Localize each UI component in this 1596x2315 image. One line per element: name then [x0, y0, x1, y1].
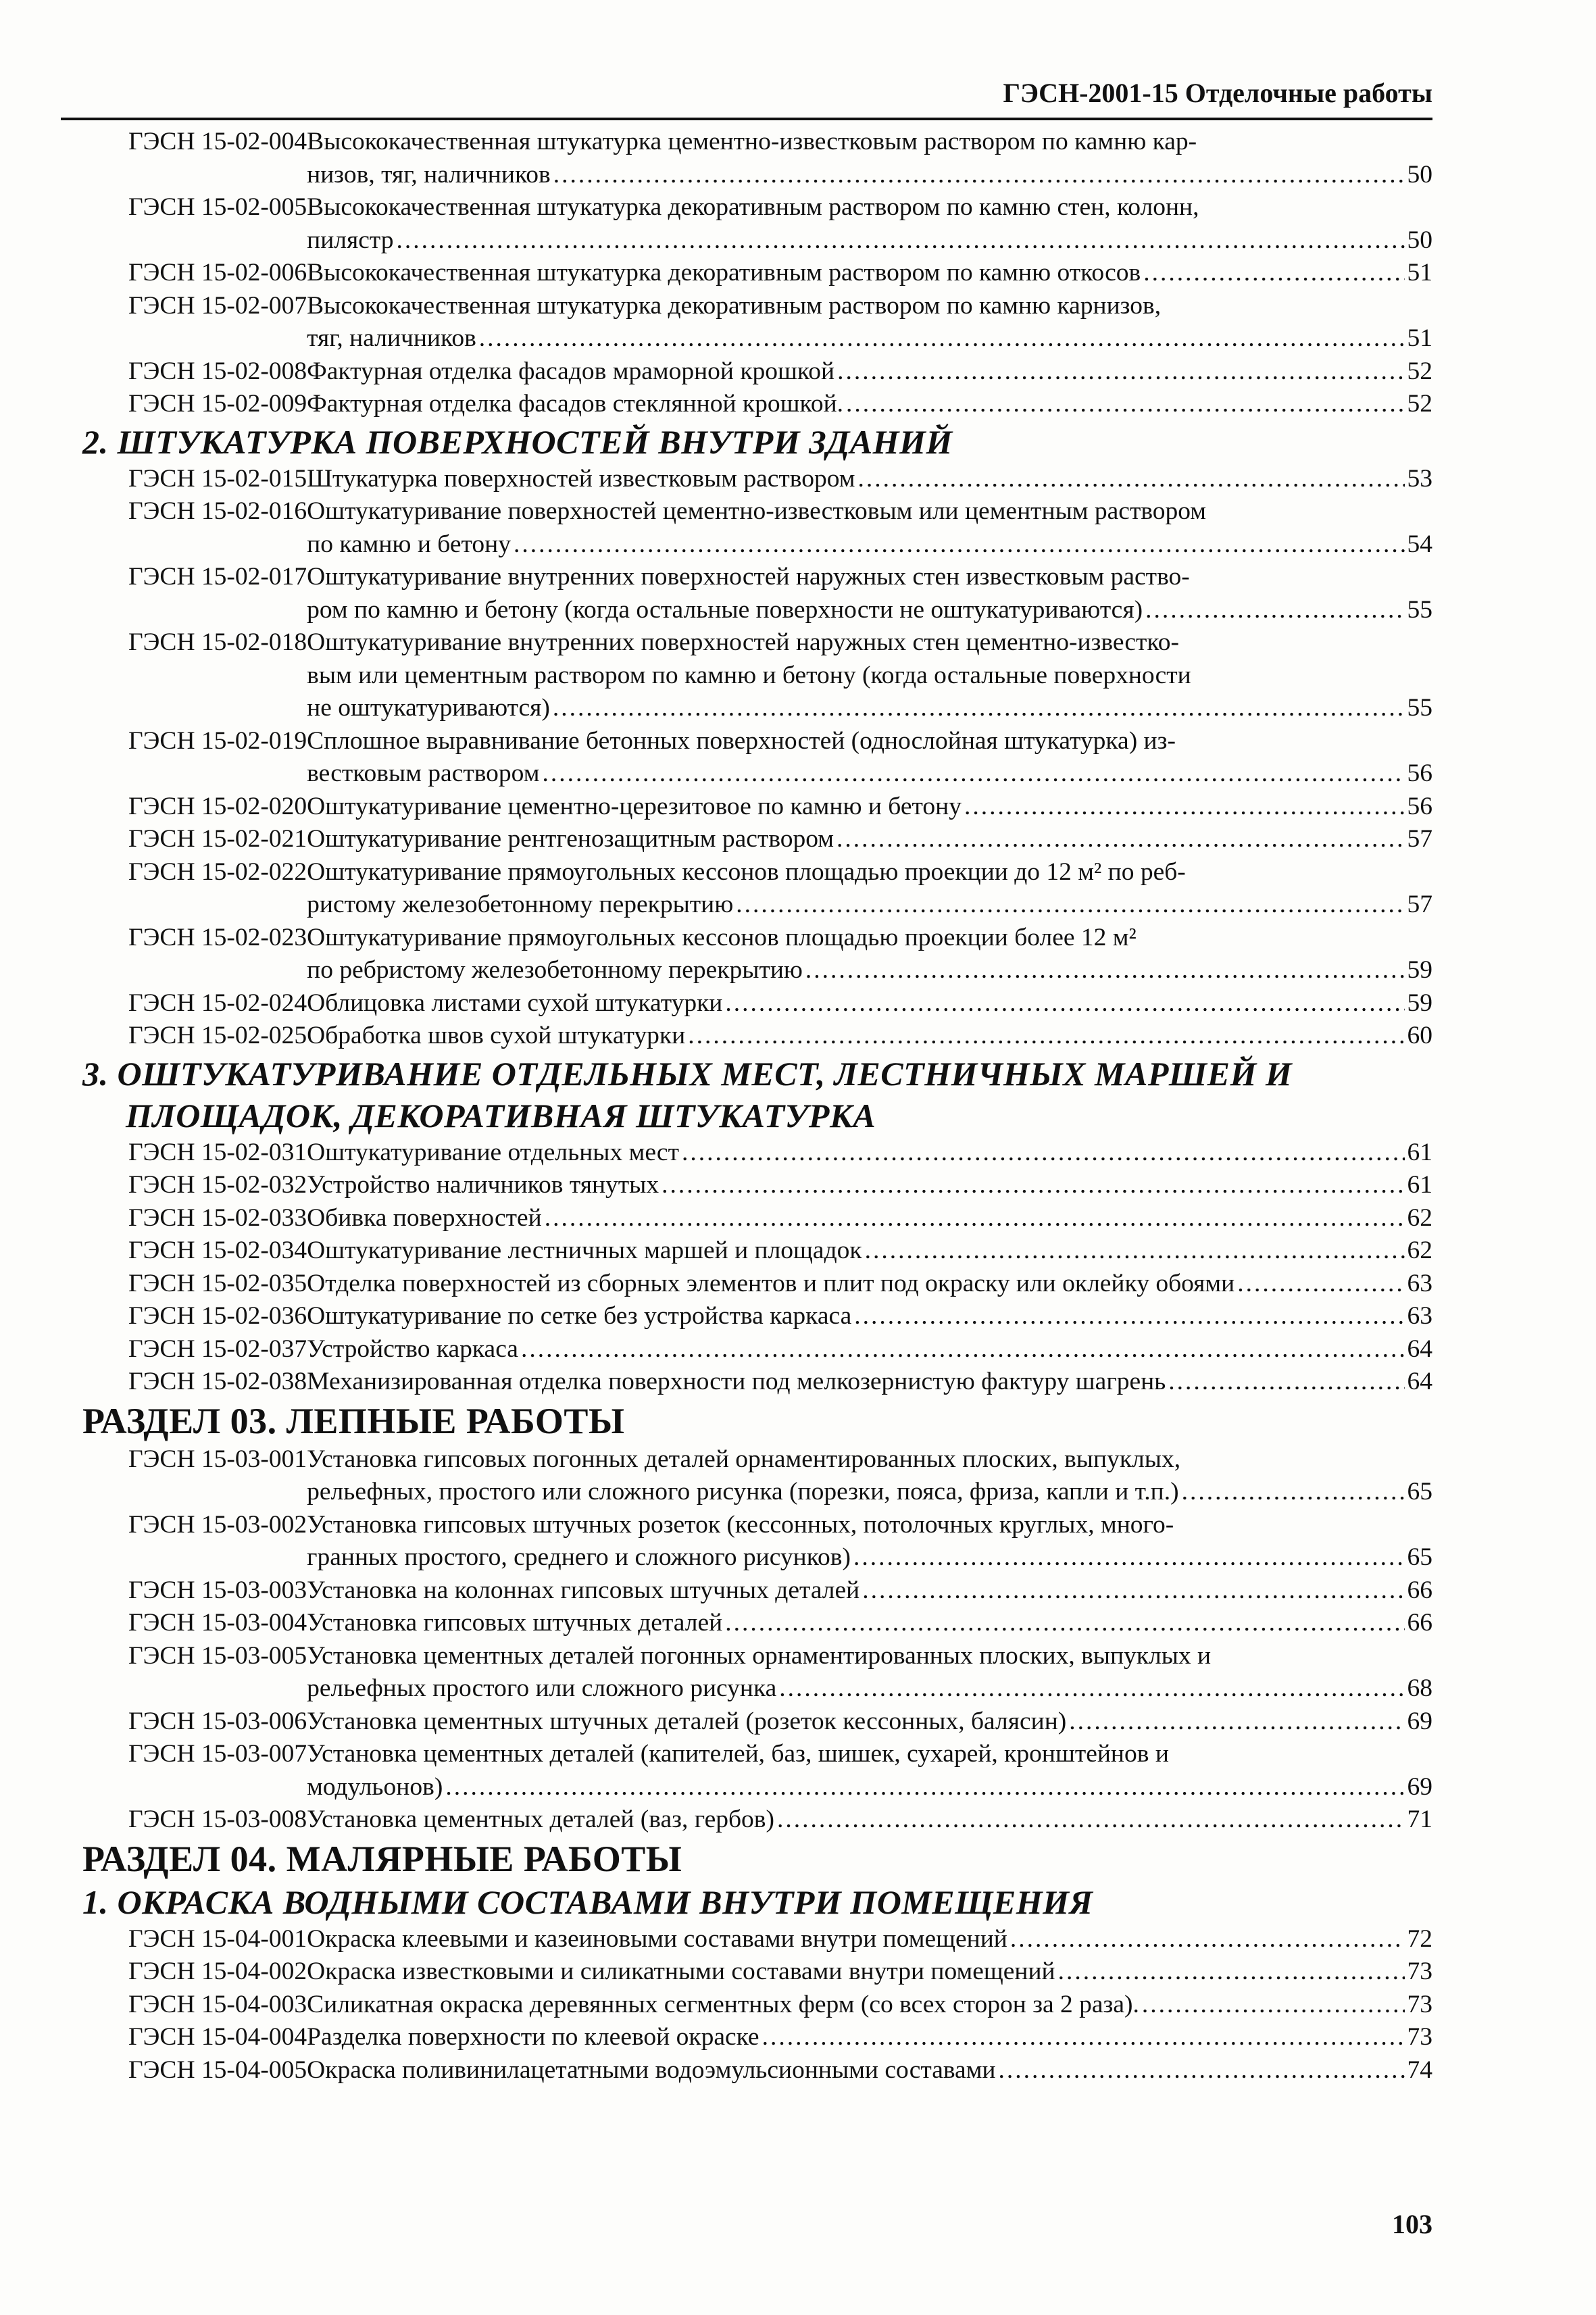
entry-title-end: Установка цементных штучных деталей (розеток кессонных, балясин) — [307, 1707, 1067, 1735]
page-reference: 66 — [1407, 1609, 1432, 1637]
entry-last-line — [307, 1541, 1432, 1574]
heading-line: 2. ШТУКАТУРКА ПОВЕРХНОСТЕЙ ВНУТРИ ЗДАНИЙ — [82, 422, 953, 461]
dot-leader — [682, 1137, 1405, 1170]
entry-last-line — [307, 1202, 1432, 1235]
entry-last-line — [307, 528, 1432, 562]
page-reference: 57 — [1407, 825, 1432, 853]
entry-title — [307, 856, 1432, 922]
dot-leader — [725, 987, 1404, 1020]
norm-code: ГЭСН 15-02-006 — [128, 259, 307, 287]
entry-last-line — [307, 257, 1432, 290]
entry-title-end: ром по камню и бетону (когда остальные поверхности не оштукатуриваются) — [307, 595, 1143, 624]
entry-last-line — [307, 1956, 1432, 1989]
norm-code: ГЭСН 15-02-023 — [128, 923, 307, 951]
entry-title — [307, 987, 1432, 1020]
entry-title-end: пилястр — [307, 226, 394, 254]
entry-title-end: Окраска поливинилацетатными водоэмульсионными составами — [307, 2056, 996, 2084]
entry-title — [307, 1169, 1432, 1202]
header-rule — [61, 118, 1432, 120]
entry-last-line — [307, 1020, 1432, 1053]
dot-leader — [521, 1333, 1405, 1366]
entry-title-end: по камню и бетону — [307, 530, 511, 558]
page-reference: 65 — [1407, 1543, 1432, 1571]
toc-entry — [61, 1607, 1432, 1640]
entry-last-line — [307, 1333, 1432, 1366]
page-reference: 56 — [1407, 792, 1432, 820]
heading-line: РАЗДЕЛ 03. ЛЕПНЫЕ РАБОТЫ — [82, 1400, 625, 1441]
dot-leader — [479, 322, 1405, 355]
norm-code: ГЭСН 15-02-009 — [128, 390, 307, 418]
entry-title — [307, 1706, 1432, 1739]
toc-entry — [61, 626, 1432, 725]
dot-leader — [662, 1169, 1404, 1202]
entry-title-line: Оштукатуривание внутренних поверхностей наружных стен известковым раство- — [307, 563, 1190, 591]
dot-leader — [445, 1771, 1404, 1804]
toc-entry — [61, 1706, 1432, 1739]
norm-code: ГЭСН 15-02-021 — [128, 825, 307, 853]
entry-title — [307, 1020, 1432, 1053]
page-reference: 52 — [1407, 390, 1432, 418]
norm-code: ГЭСН 15-03-007 — [128, 1740, 307, 1768]
entry-title-line: Оштукатуривание прямоугольных кессонов площадью проекции до 12 м² по реб- — [307, 857, 1186, 886]
entry-title-line: вым или цементным раствором по камню и бетону (когда остальные поверхности — [307, 661, 1191, 689]
norm-code: ГЭСН 15-02-016 — [128, 497, 307, 525]
norm-code: ГЭСН 15-02-007 — [128, 291, 307, 320]
entry-title-end: Облицовка листами сухой штукатурки — [307, 989, 723, 1017]
dot-leader — [1010, 1923, 1405, 1956]
toc-entry — [61, 823, 1432, 856]
entry-title-end: гранных простого, среднего и сложного рисунков) — [307, 1543, 851, 1571]
dot-leader — [1168, 1366, 1404, 1399]
dot-leader — [514, 528, 1405, 562]
dot-leader — [837, 823, 1404, 856]
entry-title — [307, 823, 1432, 856]
dot-leader — [964, 791, 1405, 824]
entry-title — [307, 1956, 1432, 1989]
page-reference: 65 — [1407, 1478, 1432, 1505]
entry-last-line — [307, 1771, 1432, 1804]
entry-title — [307, 2054, 1432, 2087]
entry-last-line — [307, 1607, 1432, 1640]
toc-entry — [61, 1137, 1432, 1170]
entry-last-line — [307, 1923, 1432, 1956]
page-reference: 69 — [1407, 1772, 1432, 1801]
page-reference: 73 — [1407, 2023, 1432, 2051]
entry-last-line — [307, 463, 1432, 496]
entry-last-line — [307, 1989, 1432, 2022]
entry-last-line — [307, 1672, 1432, 1706]
entry-title — [307, 1574, 1432, 1608]
entry-last-line — [307, 692, 1432, 725]
norm-code: ГЭСН 15-02-036 — [128, 1302, 307, 1330]
entry-last-line — [307, 1137, 1432, 1170]
entry-title-end: Разделка поверхности по клеевой окраске — [307, 2023, 759, 2051]
entry-last-line — [307, 954, 1432, 987]
entry-title-end: Установка цементных деталей (ваз, гербов) — [307, 1806, 775, 1833]
toc-entry — [61, 922, 1432, 987]
dot-leader — [542, 757, 1404, 791]
entry-title-end: не оштукатуриваются) — [307, 694, 550, 722]
dot-leader — [862, 1574, 1404, 1608]
entry-title-end: по ребристому железобетонному перекрытию — [307, 956, 803, 984]
page-reference: 62 — [1407, 1237, 1432, 1264]
dot-leader — [858, 463, 1405, 496]
entry-title — [307, 1202, 1432, 1235]
page-reference: 64 — [1407, 1368, 1432, 1395]
entry-title-end: Устройство наличников тянутых — [307, 1171, 659, 1199]
dot-leader — [865, 1235, 1405, 1268]
toc-entry — [61, 1509, 1432, 1574]
entry-title — [307, 1640, 1432, 1706]
toc-entry — [61, 1956, 1432, 1989]
entry-title — [307, 626, 1432, 725]
entry-title — [307, 1738, 1432, 1803]
heading-line: РАЗДЕЛ 04. МАЛЯРНЫЕ РАБОТЫ — [82, 1838, 682, 1879]
entry-title-end: рельефных простого или сложного рисунка — [307, 1674, 777, 1702]
norm-code: ГЭСН 15-02-035 — [128, 1269, 307, 1297]
entry-title-line: Установка цементных деталей (капителей, баз, шишек, сухарей, кронштейнов и — [307, 1740, 1169, 1768]
toc-entry — [61, 1300, 1432, 1333]
entry-title — [307, 1923, 1432, 1956]
entry-title-end: Высококачественная штукатурка декоративным раствором по камню откосов — [307, 259, 1141, 287]
entry-last-line — [307, 594, 1432, 627]
norm-code: ГЭСН 15-02-025 — [128, 1022, 307, 1049]
entry-title — [307, 388, 1432, 421]
entry-title — [307, 1300, 1432, 1333]
entry-last-line — [307, 1574, 1432, 1608]
dot-leader — [396, 224, 1404, 257]
page-reference: 73 — [1407, 1990, 1432, 2018]
dot-leader — [553, 159, 1405, 192]
page-reference: 59 — [1407, 956, 1432, 984]
toc-entry — [61, 2054, 1432, 2087]
entry-title-end: Фактурная отделка фасадов мраморной крошкой — [307, 357, 835, 385]
entry-last-line — [307, 1366, 1432, 1399]
dot-leader — [1069, 1706, 1404, 1739]
entry-title-end: Силикатная окраска деревянных сегментных ферм (со всех сторон за 2 раза). — [307, 1990, 1139, 2018]
entry-title — [307, 2021, 1432, 2054]
norm-code: ГЭСН 15-02-019 — [128, 726, 307, 755]
page-reference: 50 — [1407, 226, 1432, 254]
entry-title-end: Установка гипсовых штучных деталей — [307, 1609, 723, 1637]
toc-entry — [61, 191, 1432, 257]
entry-title-end: Устройство каркаса — [307, 1335, 518, 1363]
page-reference: 51 — [1407, 324, 1432, 352]
entry-title-end: Фактурная отделка фасадов стеклянной крошкой. — [307, 390, 844, 418]
page-reference: 51 — [1407, 259, 1432, 287]
entry-title-end: Оштукатуривание лестничных маршей и площадок — [307, 1237, 862, 1264]
toc-entry — [61, 561, 1432, 626]
norm-code: ГЭСН 15-02-032 — [128, 1171, 307, 1199]
norm-code: ГЭСН 15-02-031 — [128, 1138, 307, 1166]
norm-code: ГЭСН 15-02-034 — [128, 1237, 307, 1264]
toc-entry — [61, 463, 1432, 496]
entry-title-end: ристому железобетонному перекрытию — [307, 891, 734, 918]
dot-leader — [853, 1541, 1405, 1574]
toc-entry — [61, 126, 1432, 191]
entry-title-end: модульонов) — [307, 1772, 443, 1801]
entry-title-end: Окраска клеевыми и казеиновыми составами внутри помещений — [307, 1924, 1007, 1953]
entry-title-end: Оштукатуривание цементно-церезитовое по камню и бетону — [307, 792, 962, 820]
page-reference: 66 — [1407, 1576, 1432, 1604]
page-reference: 63 — [1407, 1302, 1432, 1330]
norm-code: ГЭСН 15-02-020 — [128, 792, 307, 820]
entry-title — [307, 463, 1432, 496]
norm-code: ГЭСН 15-03-004 — [128, 1609, 307, 1637]
entry-last-line — [307, 159, 1432, 192]
norm-code: ГЭСН 15-03-008 — [128, 1806, 307, 1833]
entry-title — [307, 1607, 1432, 1640]
section-heading — [61, 1881, 1432, 1923]
dot-leader — [1182, 1476, 1405, 1509]
toc-entry — [61, 1268, 1432, 1301]
page-reference: 55 — [1407, 694, 1432, 722]
entry-title — [307, 1509, 1432, 1574]
entry-last-line — [307, 2021, 1432, 2054]
entry-title-line: Установка гипсовых погонных деталей орнаментированных плоских, выпуклых, — [307, 1445, 1181, 1473]
toc-entry — [61, 1574, 1432, 1608]
entry-last-line — [307, 1476, 1432, 1509]
dot-leader — [762, 2021, 1405, 2054]
dot-leader — [1145, 594, 1404, 627]
norm-code: ГЭСН 15-04-004 — [128, 2023, 307, 2051]
entry-last-line — [307, 1169, 1432, 1202]
page-reference: 72 — [1407, 1924, 1432, 1953]
entry-title-end: Обработка швов сухой штукатурки — [307, 1022, 686, 1049]
dot-leader — [553, 692, 1405, 725]
norm-code: ГЭСН 15-03-005 — [128, 1641, 307, 1670]
dot-leader — [777, 1803, 1404, 1837]
toc-entry — [61, 725, 1432, 791]
entry-last-line — [307, 1706, 1432, 1739]
entry-title-end: Штукатурка поверхностей известковым раствором — [307, 464, 855, 493]
entry-last-line — [307, 2054, 1432, 2087]
dot-leader — [1143, 257, 1404, 290]
page-reference: 59 — [1407, 989, 1432, 1017]
norm-code: ГЭСН 15-04-003 — [128, 1990, 307, 2018]
toc-entry — [61, 1169, 1432, 1202]
page-reference: 60 — [1407, 1022, 1432, 1049]
heading-line: ПЛОЩАДОК, ДЕКОРАТИВНАЯ ШТУКАТУРКА — [126, 1096, 876, 1135]
toc-entry — [61, 1235, 1432, 1268]
norm-code: ГЭСН 15-02-005 — [128, 193, 307, 221]
toc-entry — [61, 388, 1432, 421]
entry-title-line: Высококачественная штукатурка декоративным раствором по камню карнизов, — [307, 291, 1162, 320]
entry-title — [307, 1803, 1432, 1837]
toc-entry — [61, 495, 1432, 561]
dot-leader — [1058, 1956, 1405, 1989]
entry-title-end: рельефных, простого или сложного рисунка (порезки, пояса, фриза, капли и т.п.) — [307, 1478, 1179, 1505]
entry-title — [307, 1989, 1432, 2022]
entry-title-end: Окраска известковыми и силикатными составами внутри помещений — [307, 1958, 1055, 1985]
page-reference: 73 — [1407, 1958, 1432, 1985]
dot-leader — [846, 388, 1404, 421]
entry-title — [307, 1443, 1432, 1509]
entry-title — [307, 725, 1432, 791]
entry-title — [307, 1268, 1432, 1301]
entry-title — [307, 1235, 1432, 1268]
toc-entry — [61, 1803, 1432, 1837]
norm-code: ГЭСН 15-04-002 — [128, 1958, 307, 1985]
page-reference: 54 — [1407, 530, 1432, 558]
entry-title — [307, 355, 1432, 389]
entry-last-line — [307, 1268, 1432, 1301]
dot-leader — [736, 889, 1404, 922]
page-reference: 56 — [1407, 760, 1432, 787]
norm-code: ГЭСН 15-02-015 — [128, 464, 307, 493]
table-of-contents — [61, 126, 1432, 2087]
chapter-heading — [61, 1399, 1432, 1443]
entry-title-end: Оштукатуривание отдельных мест — [307, 1138, 679, 1166]
toc-entry — [61, 1923, 1432, 1956]
dot-leader — [999, 2054, 1405, 2087]
entry-title — [307, 1137, 1432, 1170]
entry-title — [307, 1333, 1432, 1366]
entry-last-line — [307, 823, 1432, 856]
page-reference: 61 — [1407, 1138, 1432, 1166]
norm-code: ГЭСН 15-02-038 — [128, 1368, 307, 1395]
norm-code: ГЭСН 15-02-037 — [128, 1335, 307, 1363]
entry-title — [307, 257, 1432, 290]
entry-title-line: Сплошное выравнивание бетонных поверхностей (однослойная штукатурка) из- — [307, 726, 1176, 755]
page-reference: 55 — [1407, 595, 1432, 624]
dot-leader — [854, 1300, 1404, 1333]
norm-code: ГЭСН 15-04-005 — [128, 2056, 307, 2084]
toc-entry — [61, 1989, 1432, 2022]
entry-title-end: Отделка поверхностей из сборных элементов и плит под окраску или оклейку обоями — [307, 1269, 1235, 1297]
entry-title — [307, 290, 1432, 355]
entry-title — [307, 791, 1432, 824]
entry-title-end: Оштукатуривание рентгенозащитным раствором — [307, 825, 834, 853]
dot-leader — [688, 1020, 1404, 1053]
entry-last-line — [307, 322, 1432, 355]
entry-title — [307, 495, 1432, 561]
section-heading — [61, 1053, 1432, 1137]
page-reference: 52 — [1407, 357, 1432, 385]
entry-title — [307, 922, 1432, 987]
norm-code: ГЭСН 15-03-001 — [128, 1445, 307, 1473]
entry-title — [307, 1366, 1432, 1399]
toc-entry — [61, 1640, 1432, 1706]
toc-entry — [61, 1202, 1432, 1235]
heading-line: 1. ОКРАСКА ВОДНЫМИ СОСТАВАМИ ВНУТРИ ПОМЕЩЕНИЯ — [82, 1883, 1093, 1921]
toc-entry — [61, 1443, 1432, 1509]
page-reference: 74 — [1407, 2056, 1432, 2084]
norm-code: ГЭСН 15-03-006 — [128, 1707, 307, 1735]
page-reference: 50 — [1407, 160, 1432, 189]
norm-code: ГЭСН 15-02-004 — [128, 128, 307, 155]
norm-code: ГЭСН 15-02-018 — [128, 628, 307, 656]
entry-last-line — [307, 987, 1432, 1020]
entry-title-end: тяг, наличников — [307, 324, 476, 352]
entry-title-line: Оштукатуривание поверхностей цементно-известковым или цементным раствором — [307, 497, 1207, 525]
entry-last-line — [307, 1300, 1432, 1333]
norm-code: ГЭСН 15-02-022 — [128, 857, 307, 886]
norm-code: ГЭСН 15-03-003 — [128, 1576, 307, 1604]
page-reference: 57 — [1407, 891, 1432, 918]
toc-entry — [61, 856, 1432, 922]
dot-leader — [545, 1202, 1405, 1235]
page-reference: 61 — [1407, 1171, 1432, 1199]
entry-last-line — [307, 757, 1432, 791]
page-reference: 69 — [1407, 1707, 1432, 1735]
entry-last-line — [307, 388, 1432, 421]
norm-code: ГЭСН 15-02-024 — [128, 989, 307, 1017]
norm-code: ГЭСН 15-04-001 — [128, 1924, 307, 1953]
entry-last-line — [307, 355, 1432, 389]
toc-entry — [61, 2021, 1432, 2054]
entry-title — [307, 126, 1432, 191]
page-reference: 64 — [1407, 1335, 1432, 1363]
entry-last-line — [307, 1235, 1432, 1268]
toc-entry — [61, 987, 1432, 1020]
entry-last-line — [307, 791, 1432, 824]
entry-title-end: Обивка поверхностей — [307, 1203, 542, 1232]
page-reference: 62 — [1407, 1203, 1432, 1232]
entry-title-line: Оштукатуривание прямоугольных кессонов площадью проекции более 12 м² — [307, 923, 1137, 951]
entry-title-line: Высококачественная штукатурка цементно-известковым раствором по камню кар- — [307, 128, 1197, 155]
dot-leader — [837, 355, 1404, 389]
dot-leader — [805, 954, 1405, 987]
entry-title-end: Установка на колоннах гипсовых штучных деталей — [307, 1576, 860, 1604]
entry-title-end: Оштукатуривание по сетке без устройства каркаса — [307, 1302, 852, 1330]
entry-title-line: Оштукатуривание внутренних поверхностей наружных стен цементно-известко- — [307, 628, 1179, 656]
running-title: ГЭСН-2001-15 Отделочные работы — [1003, 78, 1432, 108]
entry-title-line: Высококачественная штукатурка декоративным раствором по камню стен, колонн, — [307, 193, 1199, 221]
dot-leader — [1142, 1989, 1405, 2022]
section-heading — [61, 421, 1432, 463]
toc-entry — [61, 1020, 1432, 1053]
entry-title — [307, 191, 1432, 257]
dot-leader — [725, 1607, 1404, 1640]
entry-title-end: Механизированная отделка поверхности под мелкозернистую фактуру шагрень — [307, 1368, 1166, 1395]
entry-title — [307, 561, 1432, 626]
entry-last-line — [307, 224, 1432, 257]
entry-title-line: Установка цементных деталей погонных орнаментированных плоских, выпуклых и — [307, 1641, 1212, 1670]
toc-entry — [61, 290, 1432, 355]
dot-leader — [1237, 1268, 1404, 1301]
page-number: 103 — [1392, 2209, 1432, 2239]
dot-leader — [779, 1672, 1404, 1706]
entry-last-line — [307, 889, 1432, 922]
norm-code: ГЭСН 15-02-017 — [128, 563, 307, 591]
page-reference: 53 — [1407, 464, 1432, 493]
toc-entry — [61, 1333, 1432, 1366]
norm-code: ГЭСН 15-02-008 — [128, 357, 307, 385]
entry-title-line: Установка гипсовых штучных розеток (кессонных, потолочных круглых, много- — [307, 1510, 1174, 1539]
toc-entry — [61, 1366, 1432, 1399]
chapter-heading — [61, 1837, 1432, 1881]
entry-last-line — [307, 1803, 1432, 1837]
toc-entry — [61, 791, 1432, 824]
page-reference: 63 — [1407, 1269, 1432, 1297]
page-reference: 71 — [1407, 1806, 1432, 1833]
page-reference: 68 — [1407, 1674, 1432, 1702]
toc-entry — [61, 355, 1432, 389]
heading-line: 3. ОШТУКАТУРИВАНИЕ ОТДЕЛЬНЫХ МЕСТ, ЛЕСТНИЧНЫХ МАРШЕЙ И — [82, 1054, 1293, 1093]
norm-code: ГЭСН 15-03-002 — [128, 1510, 307, 1539]
entry-title-end: низов, тяг, наличников — [307, 160, 551, 189]
toc-entry — [61, 257, 1432, 290]
toc-entry — [61, 1738, 1432, 1803]
entry-title-end: вестковым раствором — [307, 760, 540, 787]
norm-code: ГЭСН 15-02-033 — [128, 1203, 307, 1232]
